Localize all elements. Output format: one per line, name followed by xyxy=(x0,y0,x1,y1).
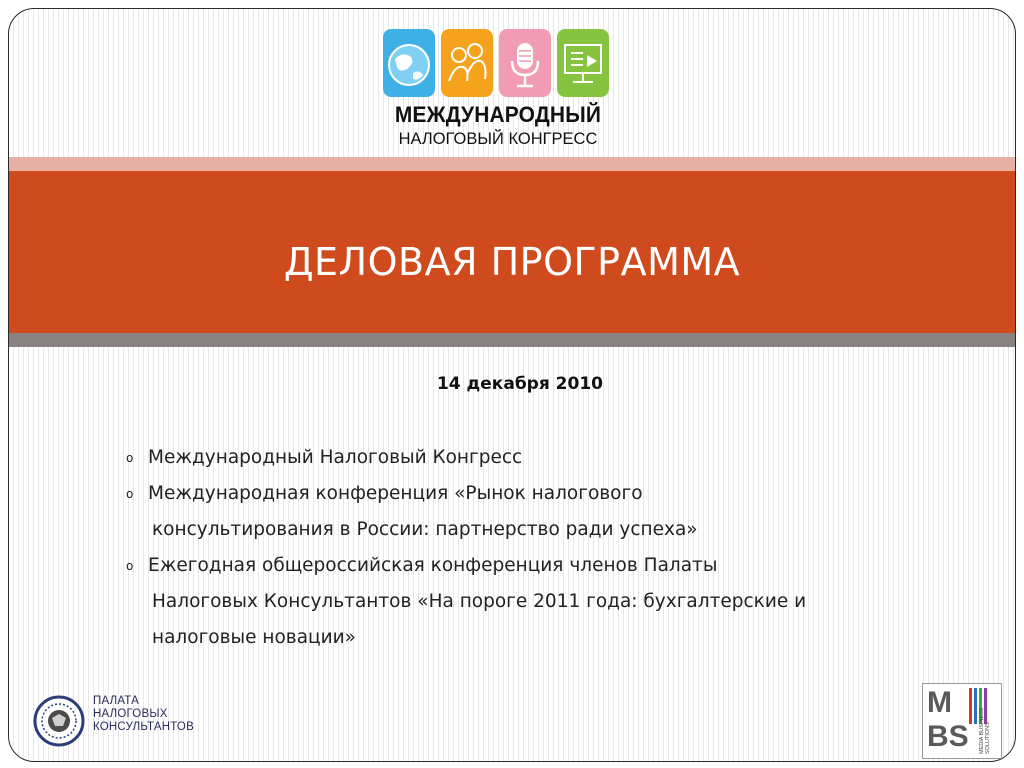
slide-date: 14 декабря 2010 xyxy=(436,374,604,394)
agenda-item xyxy=(126,476,926,548)
bullet-circle-icon: o xyxy=(126,559,134,573)
bullet-circle-icon: o xyxy=(126,451,134,465)
agenda-item-line: Ежегодная общероссийская конференция членов Палаты xyxy=(148,555,718,576)
logo-title-line2: НАЛОГОВЫЙ КОНГРЕСС xyxy=(398,130,598,148)
slide-title: ДЕЛОВАЯ ПРОГРАММА xyxy=(283,240,741,284)
mbs-letters-bs: BS xyxy=(927,720,969,753)
chamber-seal-icon xyxy=(33,695,85,747)
chamber-logo-line2: НАЛОГОВЫХ xyxy=(93,708,168,720)
globe-tile-icon xyxy=(383,29,435,97)
agenda-item-line: Налоговых Консультантов «На пороге 2011 года: бухгалтерские и xyxy=(152,591,807,612)
agenda-item-line: Международный Налоговый Конгресс xyxy=(148,447,523,468)
chamber-logo-line3: КОНСУЛЬТАНТОВ xyxy=(93,721,194,733)
monitor-tile-icon xyxy=(557,29,609,97)
header-band-bottom xyxy=(9,333,1015,347)
chamber-logo-text xyxy=(93,695,194,734)
logo-tiles xyxy=(383,29,613,101)
mbs-logo xyxy=(922,683,1002,759)
chamber-logo-line1: ПАЛАТА xyxy=(93,695,140,707)
tax-consultants-chamber-logo xyxy=(33,695,233,755)
agenda-item-line: консультирования в России: партнерство ради успеха» xyxy=(152,519,698,540)
agenda-list xyxy=(126,440,926,656)
mbs-letter-m: M xyxy=(927,686,952,719)
bullet-circle-icon: o xyxy=(126,487,134,501)
agenda-item xyxy=(126,548,926,656)
mbs-caption: MEDIA BUSINESS SOLUTIONS xyxy=(979,707,991,754)
header-band-top xyxy=(9,157,1015,171)
logo-title-line1: МЕЖДУНАРОДНЫЙ xyxy=(394,102,602,127)
microphone-tile-icon xyxy=(499,29,551,97)
agenda-item xyxy=(126,440,926,476)
agenda-item-line: Международная конференция «Рынок налогового xyxy=(148,483,643,504)
congress-logo xyxy=(383,29,613,164)
people-tile-icon xyxy=(441,29,493,97)
agenda-item-line: налоговые новации» xyxy=(152,627,356,648)
